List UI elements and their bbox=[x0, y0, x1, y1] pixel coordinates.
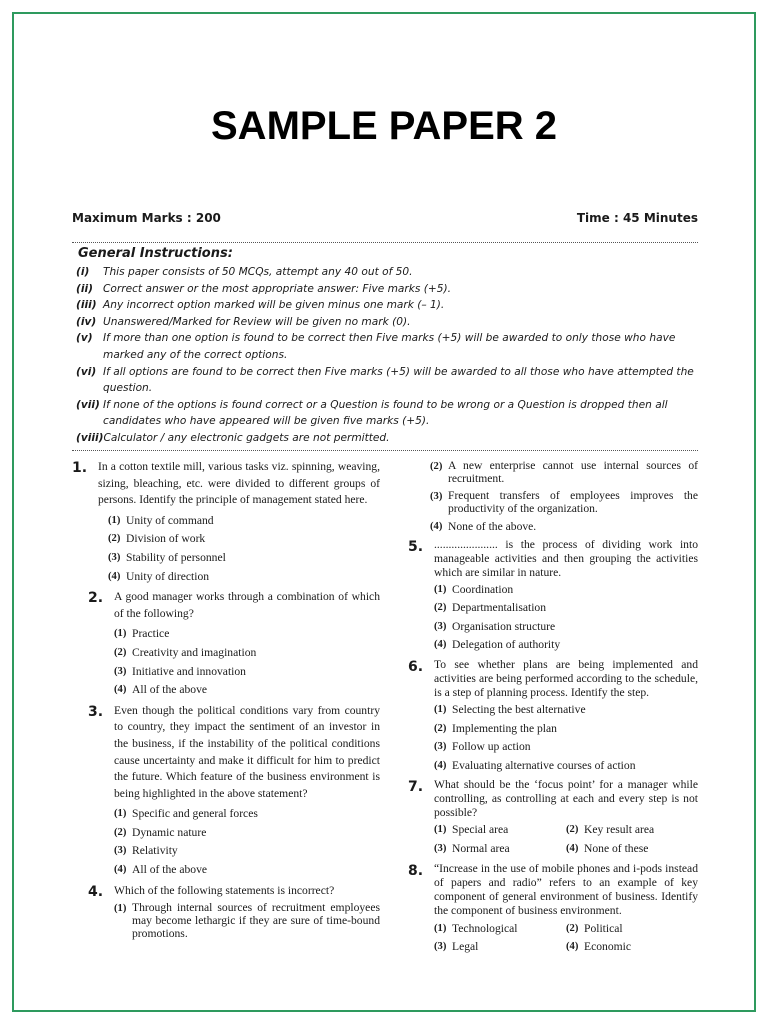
option[interactable]: (2) Creativity and imagination bbox=[114, 645, 257, 659]
maximum-marks: Maximum Marks : 200 bbox=[72, 211, 221, 225]
option[interactable]: (1) Coordination bbox=[434, 582, 514, 596]
option[interactable]: (3) Legal bbox=[434, 940, 479, 954]
option[interactable]: (3) Relativity bbox=[114, 844, 178, 858]
question-text: Which of the following statements is incorrect? bbox=[114, 883, 335, 897]
question-2: 2. A good manager works through a combination of which of the following? (1) Practice (2) Creativity and imagination (3) Initiative and innovation (4) All of the above bbox=[88, 589, 380, 701]
instructions-list bbox=[76, 264, 698, 447]
instruction-item: (viii) Calculator / any electronic gadgets are not permitted. bbox=[76, 431, 390, 444]
right-column bbox=[408, 459, 698, 960]
question-7: 7. What should be the ‘focus point’ for a manager while controlling, as controlling at each and every step is not possible? (1) Special area (2) Key result area (3) Normal area (4) None of these bbox=[408, 778, 698, 859]
option[interactable]: (2) Dynamic nature bbox=[114, 825, 207, 839]
option[interactable]: (1) Selecting the best alternative bbox=[434, 702, 586, 716]
question-text: To see whether plans are being implemented and activities are being performed according to the schedule, is a step of planning process. Identify the step. bbox=[434, 657, 698, 699]
option[interactable]: (2) Key result area bbox=[566, 823, 655, 837]
option[interactable]: (1) Through internal sources of recruitment employees may become lethargic if they are sure of time-bound promotions. bbox=[114, 901, 380, 941]
option[interactable]: (4) Unity of direction bbox=[108, 569, 210, 583]
option[interactable]: (3) Organisation structure bbox=[434, 619, 556, 633]
question-text: ...................... is the process of dividing work into manageable activities and then grouping the activities which are similar in nature. bbox=[434, 537, 698, 579]
question-4-continued bbox=[430, 459, 698, 536]
option[interactable]: (2) Division of work bbox=[108, 532, 206, 546]
instruction-item: (iii) Any incorrect option marked will be given minus one mark (– 1). bbox=[76, 299, 445, 312]
question-text: A good manager works through a combination of which of the following? bbox=[114, 590, 380, 620]
option[interactable]: (3) Frequent transfers of employees improves the productivity of the organization. bbox=[430, 489, 698, 515]
instruction-item: (vii) If none of the options is found correct or a Question is found to be wrong or a Question is dropped then all candidates who have appeared will be given five marks (+5). bbox=[76, 398, 668, 428]
question-5: 5. ...................... is the process of dividing work into manageable activities and then grouping the activities which are similar in nature. (1) Coordination (2) Departmentalisation (3) Organisation structure (4) Delegation of authority bbox=[408, 538, 698, 656]
question-text: In a cotton textile mill, various tasks viz. spinning, weaving, sizing, bleaching, etc. were divided to different groups of persons. Identify the principle of management stated here. bbox=[98, 460, 380, 507]
option[interactable]: (3) Stability of personnel bbox=[108, 550, 226, 564]
divider-bottom bbox=[72, 450, 698, 451]
option[interactable]: (4) None of these bbox=[566, 841, 649, 855]
option[interactable]: (2) Implementing the plan bbox=[434, 721, 557, 735]
option[interactable]: (4) Evaluating alternative courses of action bbox=[434, 758, 636, 772]
option[interactable]: (3) Normal area bbox=[434, 841, 510, 855]
paper-title: SAMPLE PAPER 2 bbox=[211, 104, 557, 148]
instruction-item: (iv) Unanswered/Marked for Review will be given no mark (0). bbox=[76, 315, 411, 328]
instruction-item: (i) This paper consists of 50 MCQs, attempt any 40 out of 50. bbox=[76, 266, 413, 278]
question-text: “Increase in the use of mobile phones and i-pods instead of papers and radio” refers to an example of key component of general environment of business. Identify the component of business environment. bbox=[434, 861, 698, 917]
instructions-heading: General Instructions: bbox=[78, 246, 233, 261]
question-6: 6. To see whether plans are being implemented and activities are being performed according to the schedule, is a step of planning process. Identify the step. (1) Selecting the best alternative (2) Implementing the plan (3) Follow up action (4) Evaluating alternative courses of action bbox=[408, 658, 698, 776]
option[interactable]: (2) A new enterprise cannot use internal sources of recruitment. bbox=[430, 459, 698, 485]
option[interactable]: (1) Special area bbox=[434, 823, 509, 837]
option[interactable]: (4) All of the above bbox=[114, 683, 208, 697]
option[interactable]: (4) Economic bbox=[566, 940, 632, 954]
option[interactable]: (4) All of the above bbox=[114, 863, 208, 877]
divider-top bbox=[72, 242, 698, 243]
time-limit: Time : 45 Minutes bbox=[576, 211, 698, 225]
option[interactable]: (3) Initiative and innovation bbox=[114, 664, 246, 678]
option[interactable]: (4) Delegation of authority bbox=[434, 638, 561, 652]
instruction-item: (vi) If all options are found to be correct then Five marks (+5) will be awarded to all those who have attempted the question. bbox=[76, 365, 694, 395]
question-text: What should be the ‘focus point’ for a manager while controlling, as controlling at each and every step is not possible? bbox=[434, 778, 698, 820]
option[interactable]: (4) None of the above. bbox=[430, 520, 537, 533]
instruction-item: (v) If more than one option is found to be correct then Five marks (+5) will be awarded to only those who have marked any of the correct options. bbox=[76, 332, 676, 361]
instruction-item: (ii) Correct answer or the most appropriate answer: Five marks (+5). bbox=[76, 282, 452, 295]
question-4: 4. Which of the following statements is incorrect? (1) Through internal sources of recruitment employees may become lethargic if they are sure of time-bound promotions. bbox=[88, 883, 380, 941]
option[interactable]: (1) Specific and general forces bbox=[114, 807, 258, 821]
question-3: 3. Even though the political conditions vary from country to country, they impact the sentiment of an investor in the business, if the instability of the political conditions cause uncertainty and make it difficult for him to predict the future. Which feature of the business environment is being highlighted in the above statement? (1) Specific and general forces (2) Dynamic nature (3) Relativity (4) All of the above bbox=[88, 703, 380, 881]
left-column bbox=[72, 459, 380, 944]
question-8: 8. “Increase in the use of mobile phones and i-pods instead of papers and radio” refers to an example of key component of general environment of business. Identify the component of business environment. (1) Technological (2) Political (3) Legal (4) Economic bbox=[408, 862, 698, 958]
option[interactable]: (2) Departmentalisation bbox=[434, 601, 547, 615]
question-text: Even though the political conditions vary from country to country, they impact the sentiment of an investor in the business, if the instability of the political conditions cause uncertainty and make it difficult for him to predict the future. Which feature of the business environment is being highlighted in the above statement? bbox=[114, 703, 380, 800]
option[interactable]: (1) Unity of command bbox=[108, 513, 214, 527]
question-1: 1. In a cotton textile mill, various tasks viz. spinning, weaving, sizing, bleaching, etc. were divided to different groups of persons. Identify the principle of management stated here. (1) Unity of command (2) Division of work (3) Stability of personnel (4) Unity of direction bbox=[72, 459, 380, 587]
option[interactable]: (2) Political bbox=[566, 921, 623, 935]
option[interactable]: (1) Practice bbox=[114, 627, 170, 641]
option[interactable]: (1) Technological bbox=[434, 921, 518, 935]
option[interactable]: (3) Follow up action bbox=[434, 740, 531, 754]
